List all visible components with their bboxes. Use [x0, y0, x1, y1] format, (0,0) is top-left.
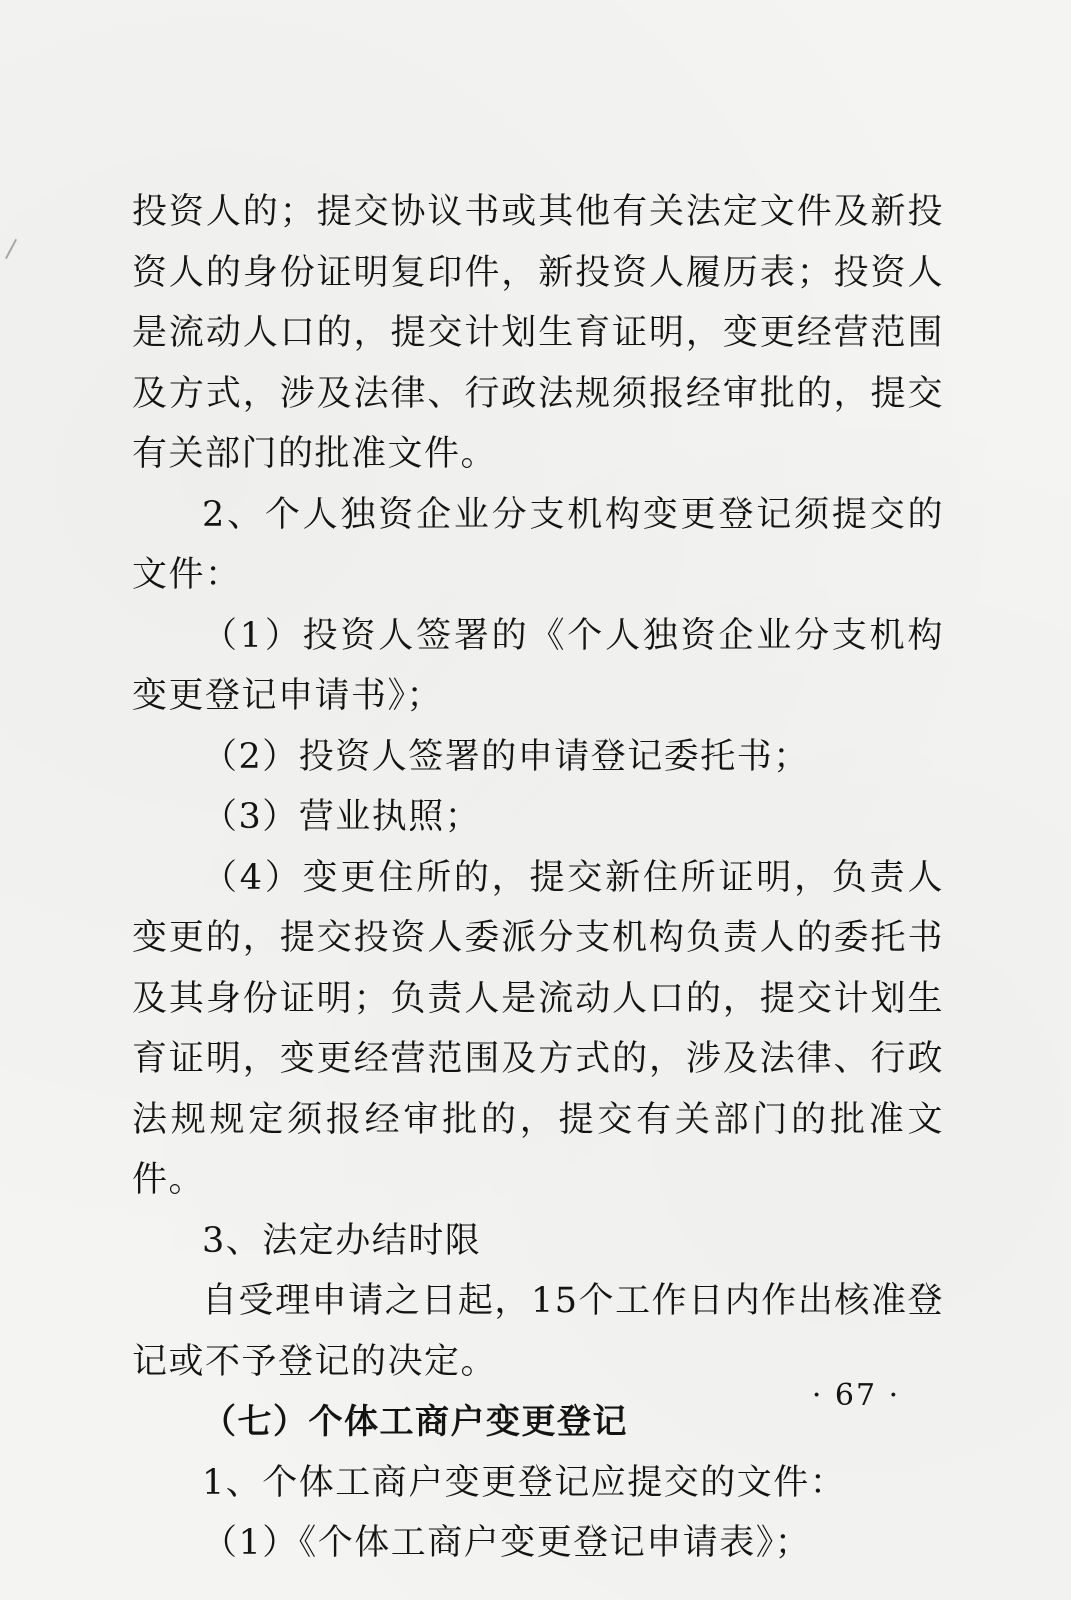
section-heading: （七）个体工商户变更登记: [202, 1402, 628, 1442]
sub-item-1: （1）投资人签署的《个人独资企业分支机构变更登记申请书》；: [132, 615, 944, 716]
item-individual-business-files: 1、个体工商户变更登记应提交的文件：: [202, 1462, 847, 1503]
item-branch-change-files: 2、个人独资企业分支机构变更登记须提交的文件：: [132, 494, 944, 595]
time-limit-text: 自受理申请之日起，15个工作日内作出核准登记或不予登记的决定。: [132, 1281, 944, 1382]
sub-item-3: （3）营业执照；: [202, 797, 482, 837]
sub-item-2: （2）投资人签署的申请登记委托书；: [202, 736, 810, 777]
sub-item-application-form: （1）《个体工商户变更登记申请表》；: [202, 1523, 812, 1563]
body-text: [132, 182, 944, 1574]
sub-item-4: （4）变更住所的，提交新住所证明，负责人变更的，提交投资人委派分支机构负责人的委托书及其身份证明；负责人是流动人口的，提交计划生育证明，变更经营范围及方式的，涉及法律、行政法规规定须报经审批的，提交有关部门的批准文件。: [132, 857, 944, 1200]
paragraph-continuation: 投资人的；提交协议书或其他有关法定文件及新投资人的身份证明复印件，新投资人履历表；投资人是流动人口的，提交计划生育证明，变更经营范围及方式，涉及法律、行政法规须报经审批的，提交有关部门的批准文件。: [132, 192, 944, 474]
scan-edge-mark: [5, 239, 17, 259]
page-number: · 67 ·: [811, 1378, 901, 1413]
item-time-limit: 3、法定办结时限: [202, 1220, 482, 1261]
